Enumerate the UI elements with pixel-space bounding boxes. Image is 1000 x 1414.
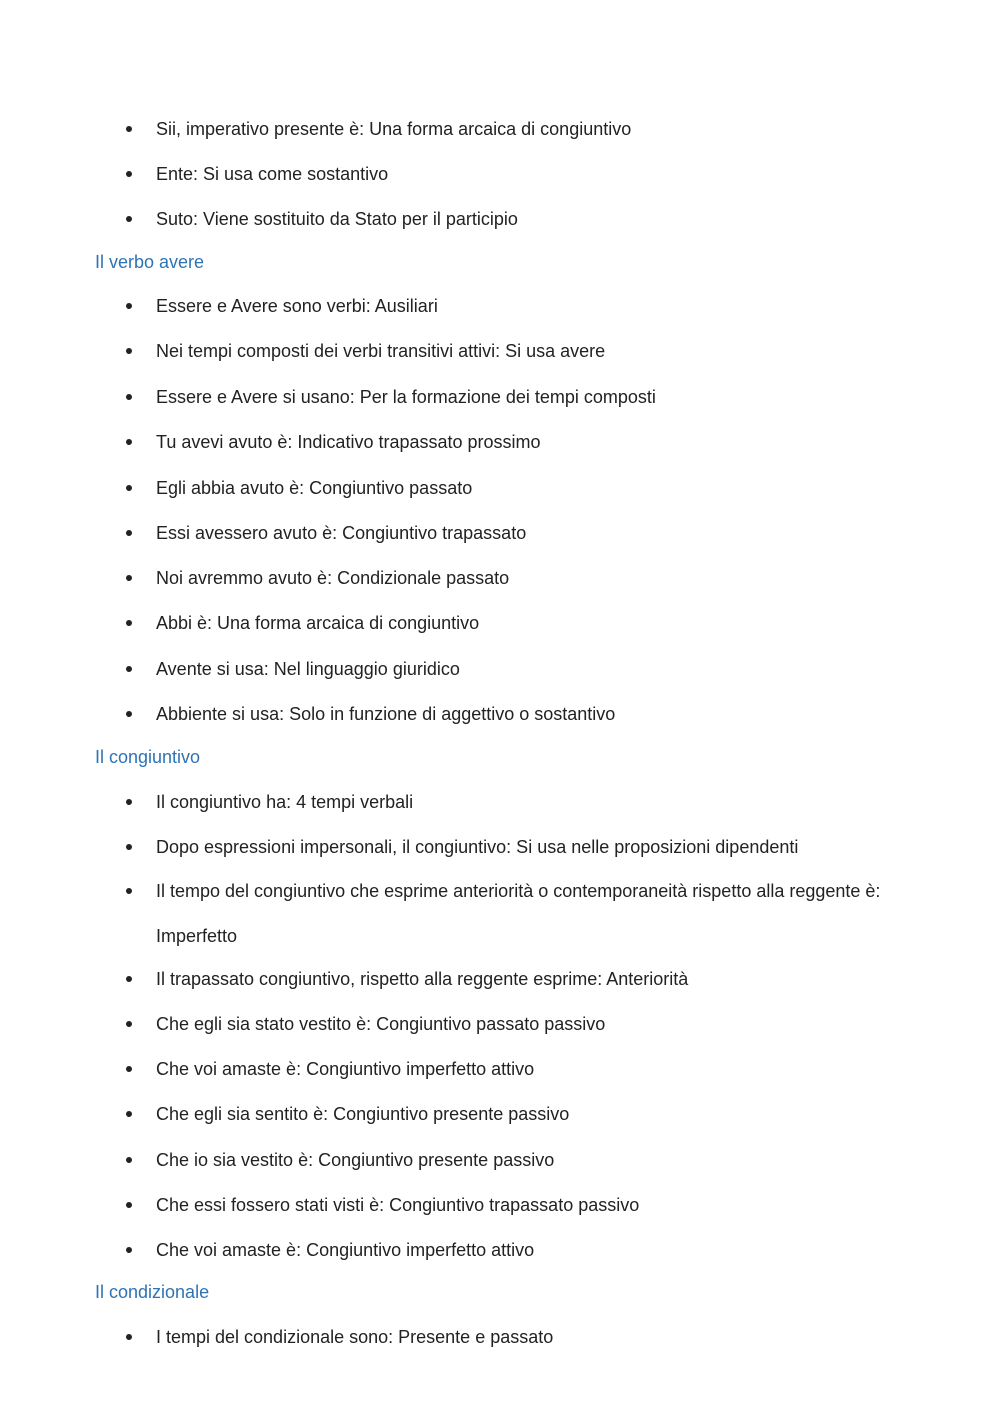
bullet-icon [126, 799, 132, 805]
bullet-icon [126, 348, 132, 354]
list-item-text: Che essi fossero stati visti è: Congiuntivo trapassato passivo [156, 1195, 640, 1215]
list-item-text: Suto: Viene sostituito da Stato per il participio [156, 209, 518, 229]
list-item-text: Il tempo del congiuntivo che esprime anteriorità o contemporaneità rispetto alla reggente è: Imperfetto [156, 881, 881, 946]
bullet-icon [126, 485, 132, 491]
list-item [0, 957, 1000, 1002]
list-item [0, 556, 1000, 601]
list-item [0, 1315, 1000, 1360]
section-heading: Il verbo avere [95, 252, 205, 272]
list-item [0, 375, 1000, 420]
list-item-text: Noi avremmo avuto è: Condizionale passato [156, 568, 510, 588]
list-item-text: Che egli sia sentito è: Congiuntivo presente passivo [156, 1104, 570, 1124]
list-item [0, 601, 1000, 646]
bullet-icon [126, 976, 132, 982]
list-item-text: Dopo espressioni impersonali, il congiuntivo: Si usa nelle proposizioni dipendenti [156, 837, 799, 857]
list-item-text: Che io sia vestito è: Congiuntivo presente passivo [156, 1150, 555, 1170]
bullet-icon [126, 439, 132, 445]
list-item [0, 511, 1000, 556]
list-item-text: I tempi del condizionale sono: Presente e passato [156, 1327, 554, 1347]
bullet-icon [126, 1111, 132, 1117]
bullet-icon [126, 888, 132, 894]
section-heading: Il congiuntivo [95, 747, 201, 767]
list-item [0, 152, 1000, 197]
bullet-icon [126, 126, 132, 132]
list-item-text: Sii, imperativo presente è: Una forma arcaica di congiuntivo [156, 119, 632, 139]
list-item [0, 825, 1000, 870]
list-item [0, 420, 1000, 465]
bullet-icon [126, 575, 132, 581]
list-item-text: Essere e Avere sono verbi: Ausiliari [156, 296, 438, 316]
list-item-text: Ente: Si usa come sostantivo [156, 164, 389, 184]
list-item-text: Essere e Avere si usano: Per la formazione dei tempi composti [156, 387, 656, 407]
list-item-text: Essi avessero avuto è: Congiuntivo trapassato [156, 523, 527, 543]
list-item-text: Nei tempi composti dei verbi transitivi attivi: Si usa avere [156, 341, 606, 361]
list-item [0, 1228, 1000, 1273]
bullet-icon [126, 530, 132, 536]
list-item [0, 284, 1000, 329]
bullet-icon [126, 394, 132, 400]
bullet-icon [126, 620, 132, 626]
bullet-icon [126, 303, 132, 309]
list-item [0, 1183, 1000, 1228]
list-item [0, 329, 1000, 374]
list-item-text: Abbiente si usa: Solo in funzione di aggettivo o sostantivo [156, 704, 616, 724]
list-item [0, 1002, 1000, 1047]
list-item [0, 1047, 1000, 1092]
bullet-icon [126, 1202, 132, 1208]
list-item-text: Avente si usa: Nel linguaggio giuridico [156, 659, 460, 679]
bullet-icon [126, 1021, 132, 1027]
list-item [0, 869, 1000, 959]
list-item [0, 466, 1000, 511]
bullet-icon [126, 1334, 132, 1340]
list-item [0, 647, 1000, 692]
list-item [0, 107, 1000, 152]
section-heading: Il condizionale [95, 1282, 210, 1302]
list-item-text: Che voi amaste è: Congiuntivo imperfetto attivo [156, 1059, 535, 1079]
list-item-text: Che voi amaste è: Congiuntivo imperfetto attivo [156, 1240, 535, 1260]
list-item-text: Abbi è: Una forma arcaica di congiuntivo [156, 613, 480, 633]
list-item-text: Egli abbia avuto è: Congiuntivo passato [156, 478, 473, 498]
bullet-icon [126, 1157, 132, 1163]
bullet-icon [126, 666, 132, 672]
bullet-icon [126, 1066, 132, 1072]
list-item-text: Il congiuntivo ha: 4 tempi verbali [156, 792, 414, 812]
list-item [0, 692, 1000, 737]
list-item-text: Che egli sia stato vestito è: Congiuntivo passato passivo [156, 1014, 606, 1034]
bullet-icon [126, 711, 132, 717]
bullet-icon [126, 844, 132, 850]
list-item-text: Il trapassato congiuntivo, rispetto alla reggente esprime: Anteriorità [156, 969, 689, 989]
list-item [0, 197, 1000, 242]
list-item [0, 1138, 1000, 1183]
list-item [0, 1092, 1000, 1137]
bullet-icon [126, 1247, 132, 1253]
list-item [0, 780, 1000, 825]
list-item-text: Tu avevi avuto è: Indicativo trapassato prossimo [156, 432, 541, 452]
bullet-icon [126, 216, 132, 222]
bullet-icon [126, 171, 132, 177]
